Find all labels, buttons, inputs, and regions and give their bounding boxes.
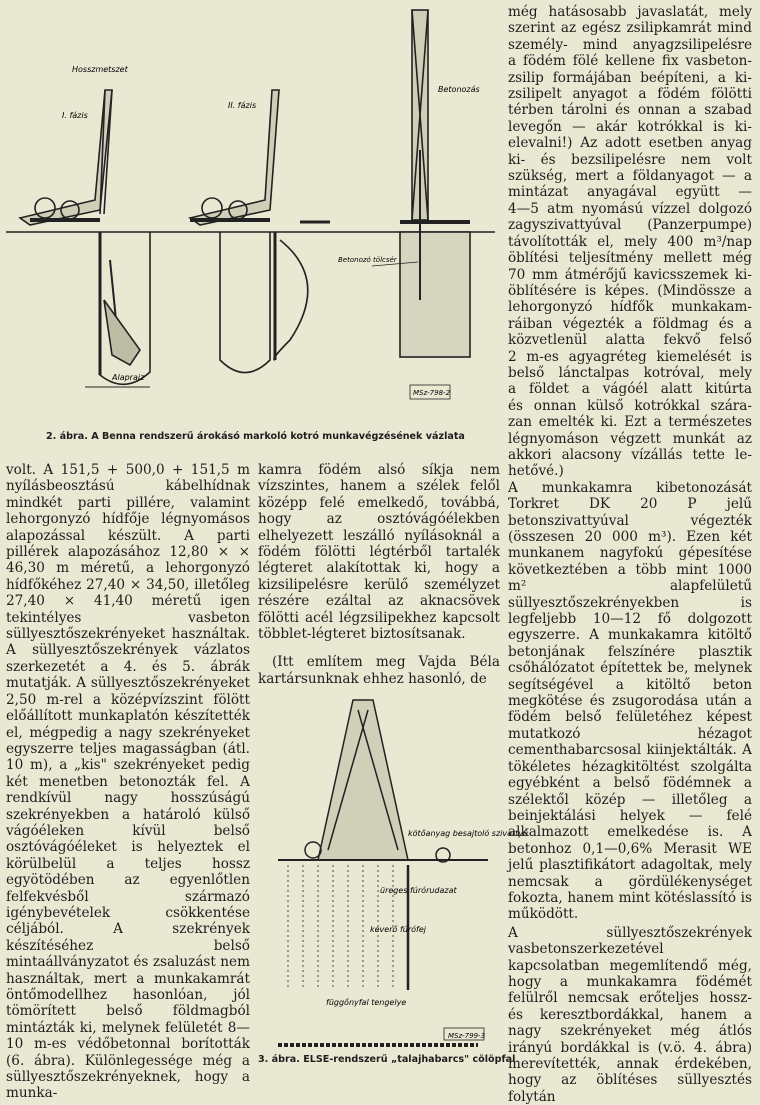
text-line: belső lánctalpas kotróval, mely: [508, 364, 752, 381]
text-line: lehorgonyzó hídfők munkakam-: [508, 299, 752, 316]
fig2-label-phase2: II. fázis: [228, 101, 257, 110]
left-column: [6, 462, 250, 1102]
text-line: öblítésére is képes. (Mindössze a: [508, 282, 752, 299]
left-paragraph: volt. A 151,5 + 500,0 + 151,5 m nyílásbeosztású kábelhídnak mindkét parti pillére, valamint lehorgonyzó hídfője légnyomásos alapozással készült. A parti pillérek alapozásához 12,80 × × 46,30 m méretű, a lehorgonyzó hídfőkéhez 27,40 × 34,50, illetőleg 27,40 × 41,40 méretű igen tekintélyes vasbeton süllyesztőszekrényeket használtak. A süllyesztőszekrények vázlatos szerkezetét a 4. és 5. ábrák mutatják. A süllyesztőszekrényeket 2,50 m-rel a középvízszint fölött előállított munkaplatón készítették el, mégpedig a nagy szekrényeket egyszerre teljes magasságban (átl. 10 m), a „kis" szekrényeket pedig két menetben betonozták fel. A rendkívül nagy hosszúságú szekrényekben a határoló külső vágóéleken kívül belső osztóvágóéleket is helyeztek el körülbelül a teljes hossz egyötödében az egyenlőtlen felfekvésből származó igénybevételek csökkentése céljából. A szekrények készítéséhez belső mintaállványzatot és zsaluzást nem használtak, mert a munkakamrát öntőmodellhez hasonlóan, jól tömörített belső földmagból mintázták ki, melynek felületét 8—10 m-es védőbetonnal borították (6. ábra). Különlegessége még a süllyesztőszekrényeknek, hogy a munka-: [6, 462, 250, 1102]
right-column: [508, 4, 752, 1105]
text-line: a födém fölé kellene fix vasbeton-: [508, 53, 752, 70]
text-line: szerint az egész zsilipkamrát mind: [508, 20, 752, 37]
middle-column: [258, 462, 500, 687]
text-line: még hatásosabb javaslatát, mely: [508, 4, 752, 20]
text-line: elevalni!) Az adott esetben anyag: [508, 135, 752, 152]
fig3-label-pump: kötőanyag besajtoló szivattyú: [408, 829, 529, 838]
text-line: mintázat anyagával együtt —: [508, 184, 752, 201]
text-line: hetővé.): [508, 463, 564, 480]
text-line: zsilipelt anyagot a födém fölötti: [508, 86, 752, 103]
figure-3-drawing: [258, 690, 529, 1050]
fig2-label-concreting: Betonozás: [438, 85, 480, 94]
text-line: levegőn — akár kotrókkal is ki-: [508, 118, 752, 135]
fig3-label-axis: függőnyfal tengelye: [326, 998, 407, 1007]
mid-paragraph-1: kamra födém alsó síkja nem vízszintes, hanem a szélek felől középp felé emelkedő, továbbá, hogy az osztóvágóélekben elhelyezett leszálló nyílásoknál a födém fölötti légtérből tartalék légteret alakítottak ki, hogy a kizsilipelésre kerülő személyzet részére ezáltal az aknacsövek fölötti acél légzsilipekhez kapcsolt többlet-légteret biztosítsanak.: [258, 462, 500, 643]
text-line: szükség, mert a földanyagot — a: [508, 168, 752, 185]
text-line: 4—5 atm nyomású vízzel dolgozó: [508, 200, 752, 217]
text-line: a földet a vágóél alatt kitúrta: [508, 381, 752, 398]
text-line: zagyszivattyúval (Panzerpumpe): [508, 217, 752, 234]
fig2-label-funnel: Betonozó tölcsér: [338, 256, 397, 264]
text-line: személy- mind anyagzsilipelésre: [508, 36, 752, 53]
right-top-lines: [508, 4, 752, 480]
figure-2-caption: 2. ábra. A Benna rendszerű árokásó markoló kotró munkavégzésének vázlata: [46, 431, 465, 442]
figure-3-caption: 3. ábra. ELSE-rendszerű „talajhabarcs" cölöpfal: [258, 1054, 516, 1065]
text-line: közvetlenül alatta fekvő felső: [508, 332, 752, 349]
fig3-label-code: MSz-799-3: [448, 1032, 486, 1040]
right-paragraph-3: A süllyesztőszekrények vasbetonszerkezetével kapcsolatban megemlítendő még, hogy a munkakamra födémét felülről nemcsak erőteljes hossz- és keresztbordákkal, hanem a nagy szekrényeket még átlós irányú bordákkal is (v.ö. 4. ábra) merevítették, annak érdekében, hogy az öblítéses süllyesztés folytán: [508, 924, 752, 1105]
text-line: távolították el, mely 400 m³/nap: [508, 233, 752, 250]
text-line: ráiban végezték a földmag és a: [508, 315, 752, 332]
right-paragraph-2: A munkakamra kibetonozását Torkret DK 20 P jelű betonszivattyúval végezték (összesen 20 000 m³). Ezen két munkanem nagyfokú gépesítése következtében a több mint 1000 m² alapfelületű süllyesztőszekrényekben is legfeljebb 10—12 fő dolgozott egyszerre. A munkakamra kitöltő betonjának felszínére plasztik csőhálózatot építettek be, melynek segítségével a kitöltő beton megkötése és zsugorodása után a födém belső felületéhez képest mutatkozó hézagot cementhabarcsosal kiinjektálták. A tökéletes hézagkitöltést szolgálta egyébként a belső födémnek a szélektől közép — illetőleg a beinjektálási helyek — felé alkalmazott emelkedése is. A betonhoz 0,1—0,6% Merasit WE jelű plasztifikátort adagoltak, mely nemcsak a gördülékenységet fokozta, hanem mint kötéslassító is működött.: [508, 479, 752, 923]
text-line: zan emelték ki. Ezt a természetes: [508, 414, 752, 431]
mid-paragraph-2: (Itt említem meg Vajda Béla kartársunknak ehhez hasonló, de: [258, 654, 500, 687]
fig2-label-phase1: I. fázis: [62, 111, 88, 120]
text-line: 70 mm átmérőjű kavicsszemek ki-: [508, 266, 752, 283]
text-line: és onnan külső kotrókkal szára-: [508, 397, 752, 414]
fig3-label-mixer: keverő fúrófej: [370, 925, 426, 934]
text-line: 2 m-es agyagréteg kiemelését is: [508, 348, 752, 365]
figure-2-drawing: [0, 0, 500, 430]
fig2-label-base: Alaprajz: [112, 373, 145, 382]
text-line: akkori alacsony vízállás tette le-: [508, 446, 752, 463]
text-line: ki- és bezsilipelésre nem volt: [508, 151, 752, 168]
fig2-label-long-section: Hosszmetszet: [72, 65, 128, 74]
fig2-label-code: MSz-798-2: [413, 389, 451, 397]
text-line: légnyomáson végzett munkát az: [508, 430, 752, 447]
text-line: öblítési teljesítmény mellett még: [508, 250, 752, 267]
fig3-label-rod: üreges fúrórudazat: [380, 886, 457, 895]
text-line: zsilip formájában beépíteni, a ki-: [508, 69, 752, 86]
text-line: térben tárolni és onnan a szabad: [508, 102, 752, 119]
